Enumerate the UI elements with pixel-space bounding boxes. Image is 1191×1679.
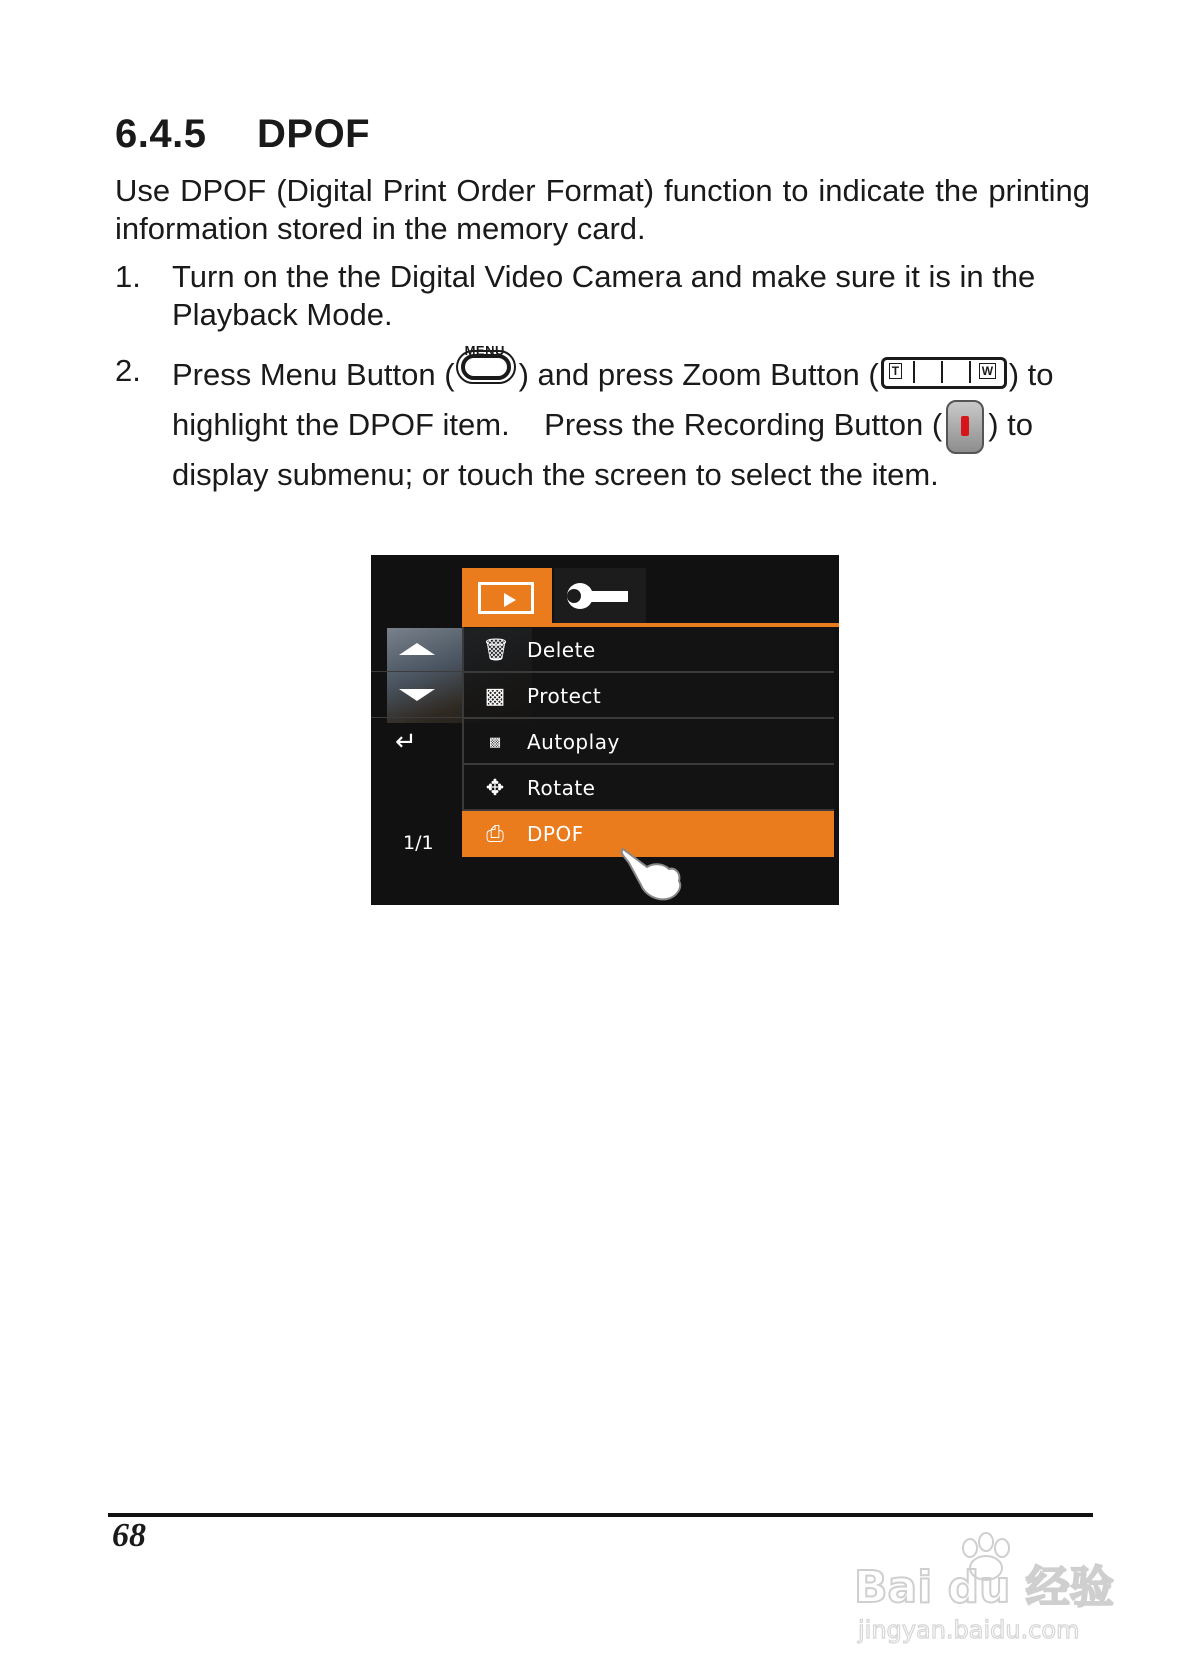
menu-item-autoplay[interactable]: ▩ Autoplay — [462, 719, 834, 765]
wrench-icon — [554, 568, 646, 624]
menu-button-icon — [455, 342, 519, 392]
up-arrow-icon — [399, 643, 435, 655]
menu-item-dpof[interactable]: ⎙ DPOF — [462, 811, 834, 857]
file-counter: 1/1 — [403, 832, 434, 854]
baidu-watermark — [850, 1530, 1130, 1650]
section-number: 6.4.5 — [115, 112, 207, 156]
menu-item-rotate[interactable]: ✥ Rotate — [462, 765, 834, 811]
zoom-button-icon — [879, 355, 1009, 391]
menu-caption: MENU — [464, 343, 505, 358]
print-icon: ⎙ — [486, 821, 504, 846]
playback-icon — [478, 582, 534, 614]
step-index: 1. — [115, 259, 141, 294]
intro-paragraph: Use DPOF (Digital Print Order Format) function to indicate the printing information stored in the memory card. — [115, 173, 1090, 246]
step-text: ) to — [1008, 357, 1054, 393]
return-button[interactable] — [371, 719, 462, 763]
step-text: display submenu; or touch the screen to select the item. — [172, 457, 939, 492]
zoom-w-label: W — [979, 363, 996, 379]
scroll-up-button[interactable] — [371, 627, 462, 672]
record-button-icon — [942, 398, 988, 456]
step-text: ) and press Zoom Button ( — [518, 357, 879, 393]
section-title: DPOF — [257, 112, 371, 156]
step-text: Turn on the the Digital Video Camera and make sure it is in the Playback Mode. — [172, 259, 1036, 332]
watermark-brand: Bai du 经验 — [854, 1562, 1114, 1613]
trash-icon: 🗑 — [482, 637, 510, 662]
down-arrow-icon — [399, 689, 435, 701]
page-number: 68 — [112, 1517, 146, 1554]
step-text: highlight the DPOF item. Press the Recording Button ( — [172, 407, 943, 443]
autoplay-icon: ▩ — [488, 734, 502, 749]
lock-icon: ▩ — [484, 683, 506, 708]
step-text: Press Menu Button ( — [172, 357, 455, 393]
menu-item-protect[interactable]: ▩ Protect — [462, 673, 834, 719]
step-text: ) to — [988, 407, 1033, 443]
return-icon: ↵ — [395, 726, 417, 756]
scroll-down-button[interactable] — [371, 673, 462, 718]
playback-menu — [462, 627, 839, 857]
step-index: 2. — [115, 353, 141, 388]
watermark-url: jingyan.baidu.com — [858, 1616, 1080, 1644]
zoom-t-label: T — [889, 363, 902, 379]
playback-tab[interactable] — [462, 568, 552, 624]
step-1 — [115, 258, 1090, 334]
footer-rule — [108, 1513, 1093, 1517]
navigation-panel — [371, 627, 462, 905]
menu-item-delete[interactable]: 🗑 Delete — [462, 627, 834, 673]
section-heading — [115, 112, 370, 157]
rotate-icon: ✥ — [485, 775, 505, 800]
settings-tab[interactable] — [554, 568, 646, 624]
camera-screen — [371, 555, 839, 905]
pointing-hand-icon — [619, 845, 689, 905]
step-2 — [115, 343, 1090, 494]
